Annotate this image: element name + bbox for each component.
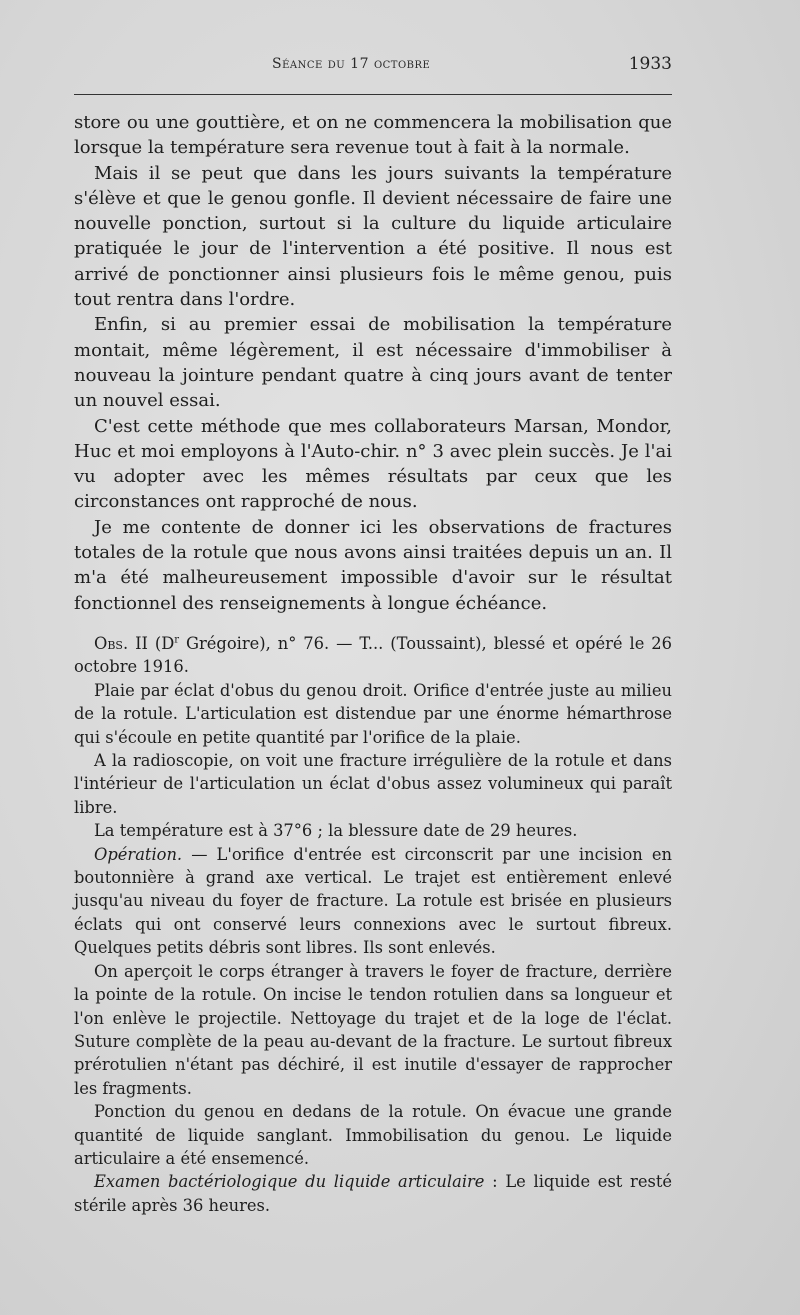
paragraph-3: Enfin, si au premier essai de mobilisation la température montait, même légèrement, il est nécessaire d'immobiliser à nouveau la jointure pendant quatre à cinq jours avant de tenter un nouvel essai. <box>74 314 672 412</box>
observation-paragraph-2: A la radioscopie, on voit une fracture irrégulière de la rotule et dans l'intérieur de l'articulation un éclat d'obus assez volumineux qui paraît libre. <box>74 751 672 817</box>
obs-head-1: II (D <box>128 634 175 653</box>
running-title-day: 17 <box>350 56 369 72</box>
observation-paragraph-6: Ponction du genou en dedans de la rotule. On évacue une grande quantité de liquide sanglant. Immobilisation du genou. Le liquide articulaire a été ensemencé. <box>74 1102 672 1168</box>
paragraph-1: store ou une gouttière, et on ne commencera la mobilisation que lorsque la température sera revenue tout à fait à la normale. <box>74 112 672 159</box>
exam-label: Examen bactériologique du liquide articulaire <box>94 1172 485 1192</box>
observation-paragraph-3: La température est à 37°6 ; la blessure date de 29 heures. <box>94 821 578 841</box>
paragraph-4: C'est cette méthode que mes collaborateurs Marsan, Mondor, Huc et moi employons à l'Auto-chir. n° 3 avec plein succès. Je l'ai vu adopter avec les mêmes résultats par ceux que les circonstances ont rapproché de nous. <box>74 415 672 513</box>
obs-head-sup: r <box>174 634 180 646</box>
running-title-prefix: Séance du <box>272 56 351 72</box>
exam-text: : Le liquide est resté stérile après 36 heures. <box>74 1172 672 1215</box>
obs-label: Obs. <box>94 634 129 653</box>
running-title <box>272 56 430 72</box>
operation-label: Opération. <box>94 844 183 864</box>
paragraph-5: Je me contente de donner ici les observations de fractures totales de la rotule que nous avons ainsi traitées depuis un an. Il m'a été malheureusement impossible d'avoir sur le résultat fonctionnel des renseignements à longue échéance. <box>74 516 672 614</box>
observation-paragraph-1: Plaie par éclat d'obus du genou droit. Orifice d'entrée juste au milieu de la rotule. L'articulation est distendue par une énorme hémarthrose qui s'écoule en petite quantité par l'orifice de la plaie. <box>74 680 672 747</box>
observation-paragraph-5: On aperçoit le corps étranger à travers le foyer de fracture, derrière la pointe de la rotule. On incise le tendon rotulien dans sa longueur et l'on enlève le projectile. Nettoyage du trajet et de la loge de l'éclat. Suture complète de la peau au-devant de la fracture. Le surtout fibreux prérotulien n'étant pas déchiré, il est inutile d'essayer de rapprocher les fragments. <box>74 961 672 1098</box>
observation-block <box>74 632 672 1217</box>
observation-paragraph-7 <box>74 1170 672 1217</box>
observation-paragraph-4 <box>74 843 672 960</box>
paragraph-2: Mais il se peut que dans les jours suivants la température s'élève et que le genou gonfle. Il devient nécessaire de faire une nouvelle ponction, surtout si la culture du liquide articulaire pratiquée le jour de l'intervention a été positive. Il nous est arrivé de ponctionner ainsi plusieurs fois le même genou, puis tout rentra dans l'ordre. <box>74 162 672 311</box>
observation-heading <box>74 632 672 679</box>
running-title-suffix: octobre <box>369 56 431 72</box>
page-number: 1933 <box>628 54 672 74</box>
header-rule <box>74 94 672 95</box>
obs-head-2: Grégoire), n° 76. — T... (Toussaint), blessé et opéré le 26 octobre 1916. <box>74 634 672 677</box>
main-text <box>74 110 672 616</box>
page-header <box>74 52 672 80</box>
operation-text: — L'orifice d'entrée est circonscrit par une incision en boutonnière à grand axe vertical. Le trajet est entièrement enlevé jusqu'au niveau du foyer de fracture. La rotule est brisée en plusieurs éclats qui ont conservé leurs connexions avec le surtout fibreux. Quelques petits débris sont libres. Ils sont enlevés. <box>74 844 672 958</box>
